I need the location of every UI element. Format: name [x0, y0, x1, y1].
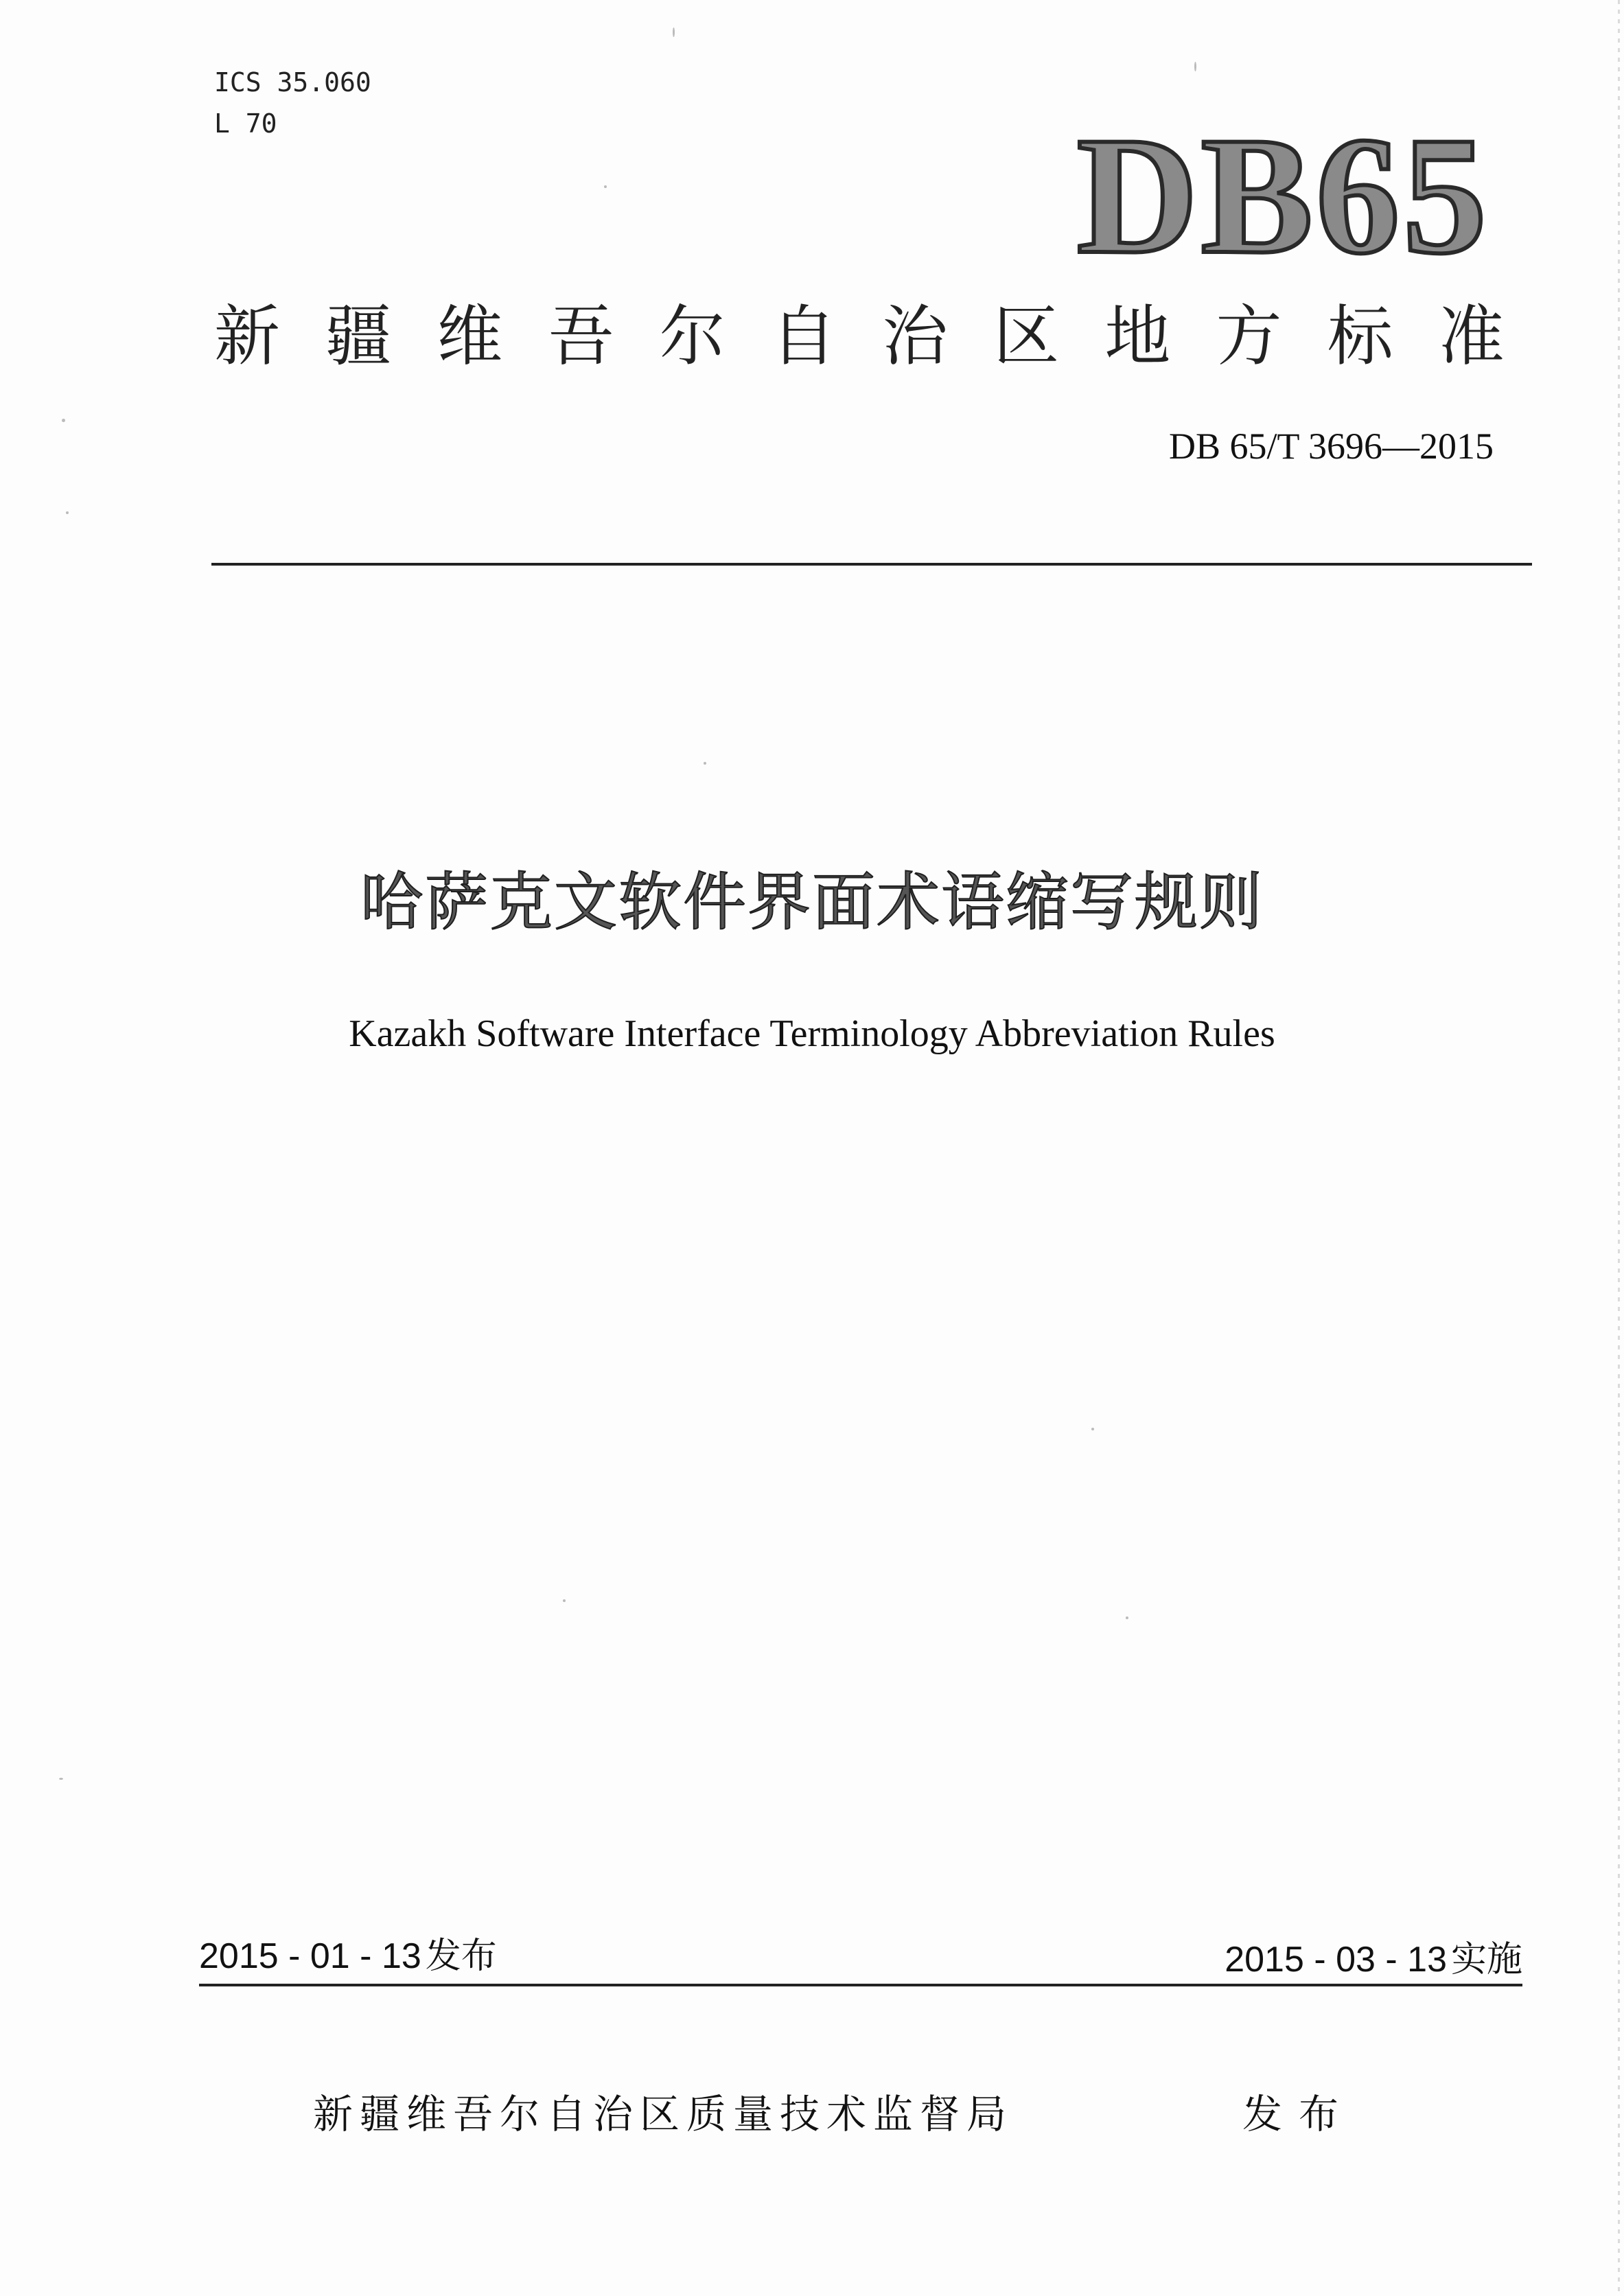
- scan-speck: [66, 511, 69, 514]
- effective-label: 实施: [1450, 1939, 1522, 1980]
- effective-date-block: [1225, 1936, 1522, 1984]
- standard-type-char: 吾: [548, 298, 614, 375]
- standard-number: DB 65/T 3696—2015: [1168, 426, 1494, 467]
- standard-type-char: 标: [1327, 298, 1393, 375]
- scan-speck: [604, 185, 607, 188]
- issuer-action: 发布: [1242, 2091, 1356, 2137]
- standard-type-char: 方: [1216, 298, 1282, 375]
- scan-edge: [1618, 0, 1620, 2296]
- standard-type-char: 疆: [325, 298, 392, 375]
- ccs-code: L 70: [214, 108, 277, 139]
- scan-speck: [673, 27, 675, 37]
- scan-speck: [59, 1778, 63, 1780]
- title-english: Kazakh Software Interface Terminology Abbreviation Rules: [349, 1012, 1275, 1055]
- standard-type-char: 维: [437, 298, 503, 375]
- scan-speck: [563, 1599, 566, 1602]
- standard-type-char: 准: [1438, 298, 1505, 375]
- standard-type-char: 尔: [659, 298, 726, 375]
- standard-type-char: 新: [214, 298, 280, 375]
- db65-logo: DB65: [1076, 102, 1489, 288]
- scan-speck: [1091, 1428, 1094, 1430]
- title-chinese: 哈萨克文软件界面术语缩写规则: [360, 866, 1264, 939]
- issue-label: 发布: [425, 1936, 497, 1977]
- scan-speck: [704, 762, 706, 765]
- standard-type-heading: [214, 295, 1505, 378]
- scan-speck: [1126, 1616, 1128, 1619]
- bottom-divider: [199, 1984, 1522, 1986]
- standard-type-char: 区: [993, 298, 1060, 375]
- scan-speck: [62, 419, 65, 422]
- classification-block: [214, 62, 371, 144]
- standard-type-char: 治: [882, 298, 949, 375]
- issue-date: 2015 - 01 - 13: [199, 1936, 421, 1976]
- top-divider: [211, 563, 1532, 566]
- scan-speck: [1194, 62, 1196, 71]
- standard-type-char: 地: [1104, 298, 1171, 375]
- issuer-name: 新疆维吾尔自治区质量技术监督局: [313, 2091, 1014, 2137]
- standard-type-char: 自: [770, 298, 837, 375]
- ics-code: ICS 35.060: [214, 67, 371, 97]
- effective-date: 2015 - 03 - 13: [1225, 1940, 1447, 1980]
- issue-date-block: [199, 1932, 497, 1980]
